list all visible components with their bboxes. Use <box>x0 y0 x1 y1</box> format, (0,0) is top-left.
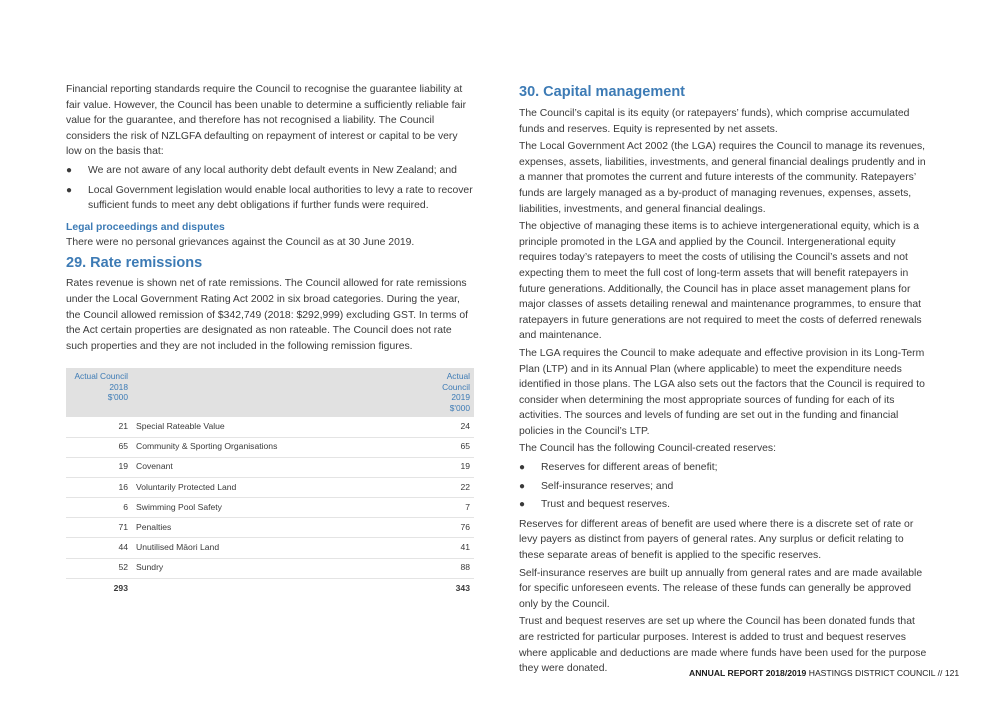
reserves-bullets <box>519 460 931 513</box>
header-2018: Actual Council 2018 $'000 <box>66 368 132 417</box>
trust-bequest-paragraph: Trust and bequest reserves are set up where the Council has been donated funds that are restricted for particular purposes. Interest is added to trust and bequest reserves where applicable and deductions are made where funds have been used for the purpose they were donated. <box>519 616 927 675</box>
capital-paragraph: The Council’s capital is its equity (or ratepayers’ funds), which comprise accumulated funds and reserves. Equity is represented by net assets. <box>519 108 910 135</box>
bullet-item: ● Reserves for different areas of benefit; <box>519 460 931 476</box>
bullet-item: ● Local Government legislation would enable local authorities to levy a rate to recover sufficient funds to meet any debt obligations if further funds were required. <box>66 184 473 212</box>
right-column <box>519 83 931 679</box>
table-row: 71 Penalties 76 <box>66 518 474 538</box>
bullet-item: ● We are not aware of any local authority debt default events in New Zealand; and <box>66 163 476 179</box>
self-insurance-paragraph: Self-insurance reserves are built up annually from general rates and are made available for specific unforeseen events. The release of these funds can generally be approved only by the Council. <box>519 567 923 610</box>
section-30-title: 30. Capital management <box>519 84 685 100</box>
legal-paragraph: There were no personal grievances against the Council as at 30 June 2019. <box>66 236 415 248</box>
table-row: 65 Community & Sporting Organisations 65 <box>66 437 474 457</box>
table-header-row <box>66 368 474 417</box>
bullet-icon: ● <box>519 462 526 474</box>
guarantee-bullets <box>66 163 476 214</box>
ltp-paragraph: The LGA requires the Council to make adequate and effective provision in its Long-Term Plan (LTP) and in its Annual Plan (where applicable) to meet the expenditure needs identified in those plans. The LGA also sets out the factors that the Council is required to consider when determining the most appropriate sources of funding for each of its activities. The sources and levels of funding are set out in the funding and financial policies in the Council’s LTP. <box>519 347 925 437</box>
table-row: 52 Sundry 88 <box>66 558 474 578</box>
bullet-icon: ● <box>519 480 526 492</box>
bullet-item: ● Trust and bequest reserves. <box>519 497 931 513</box>
benefit-reserves-paragraph: Reserves for different areas of benefit are used where there is a discrete set of rate or levy payers as distinct from payers of general rates. Any surplus or deficit relating to these separate areas of benefit is applied to the specific reserves. <box>519 518 914 562</box>
guarantee-paragraph: Financial reporting standards require the Council to recognise the guarantee liability at fair value. However, the Council has been unable to determine a sufficiently reliable fair value for the guarantee, and therefore has not recognised a liability. The Council considers the risk of NZLGFA defaulting on repayment of interest or capital to be very low on the basis that: <box>66 84 467 158</box>
lga-paragraph: The Local Government Act 2002 (the LGA) requires the Council to manage its revenues, expenses, assets, liabilities, investments, and general financial dealings prudently and in a manner that promotes the current and future interests of the community. Ratepayers’ funds are largely managed as a by-product of managing revenues, expenses, assets, liabilities, investments, and general financial dealings. <box>519 141 926 215</box>
footer-separator: // <box>937 668 943 678</box>
page-footer <box>689 668 959 678</box>
table-row: 16 Voluntarily Protected Land 22 <box>66 477 474 497</box>
table-row: 19 Covenant 19 <box>66 457 474 477</box>
header-2019: Actual Council 2019 $'000 <box>416 368 474 417</box>
legal-heading: Legal proceedings and disputes <box>66 221 225 233</box>
reserves-intro: The Council has the following Council-created reserves: <box>519 443 777 455</box>
rate-remissions-table <box>66 368 474 598</box>
table-row: 6 Swimming Pool Safety 7 <box>66 498 474 518</box>
footer-org: HASTINGS DISTRICT COUNCIL <box>808 668 936 678</box>
table-row: 21 Special Rateable Value 24 <box>66 417 474 437</box>
intergenerational-paragraph: The objective of managing these items is to achieve intergenerational equity, which is a principle promoted in the LGA and applied by the Council. Intergenerational equity requires today’s ratepayers to meet the costs of utilising the Council’s assets and not expecting them to meet the full cost of long-term assets that will benefit ratepayers in future generations. Additionally, the Council has in place asset management plans for major classes of assets detailing renewal and maintenance programmes, to ensure that ratepayers in future generations are not required to meet the costs of deferred renewals and maintenance. <box>519 221 922 342</box>
table-row: 44 Unutilised Māori Land 41 <box>66 538 474 558</box>
bullet-item: ● Self-insurance reserves; and <box>519 479 931 495</box>
bullet-icon: ● <box>519 499 526 511</box>
page-number: 121 <box>944 668 960 678</box>
rate-remissions-paragraph: Rates revenue is shown net of rate remissions. The Council allowed for rate remissions under the Local Government Rating Act 2002 in six broad categories. During the year, the Council allowed remission of $342,749 (2018: $292,999) excluding GST. In terms of the Act certain properties are designated as non rateable. The Council does not rate such properties and they are not included in the following remission figures. <box>66 278 469 352</box>
table-total-row: 293 343 <box>113 582 470 593</box>
footer-report-title: ANNUAL REPORT 2018/2019 <box>689 668 807 678</box>
section-29-title: 29. Rate remissions <box>66 255 203 272</box>
left-column <box>66 82 476 598</box>
bullet-icon: ● <box>66 184 73 196</box>
bullet-icon: ● <box>66 164 73 176</box>
